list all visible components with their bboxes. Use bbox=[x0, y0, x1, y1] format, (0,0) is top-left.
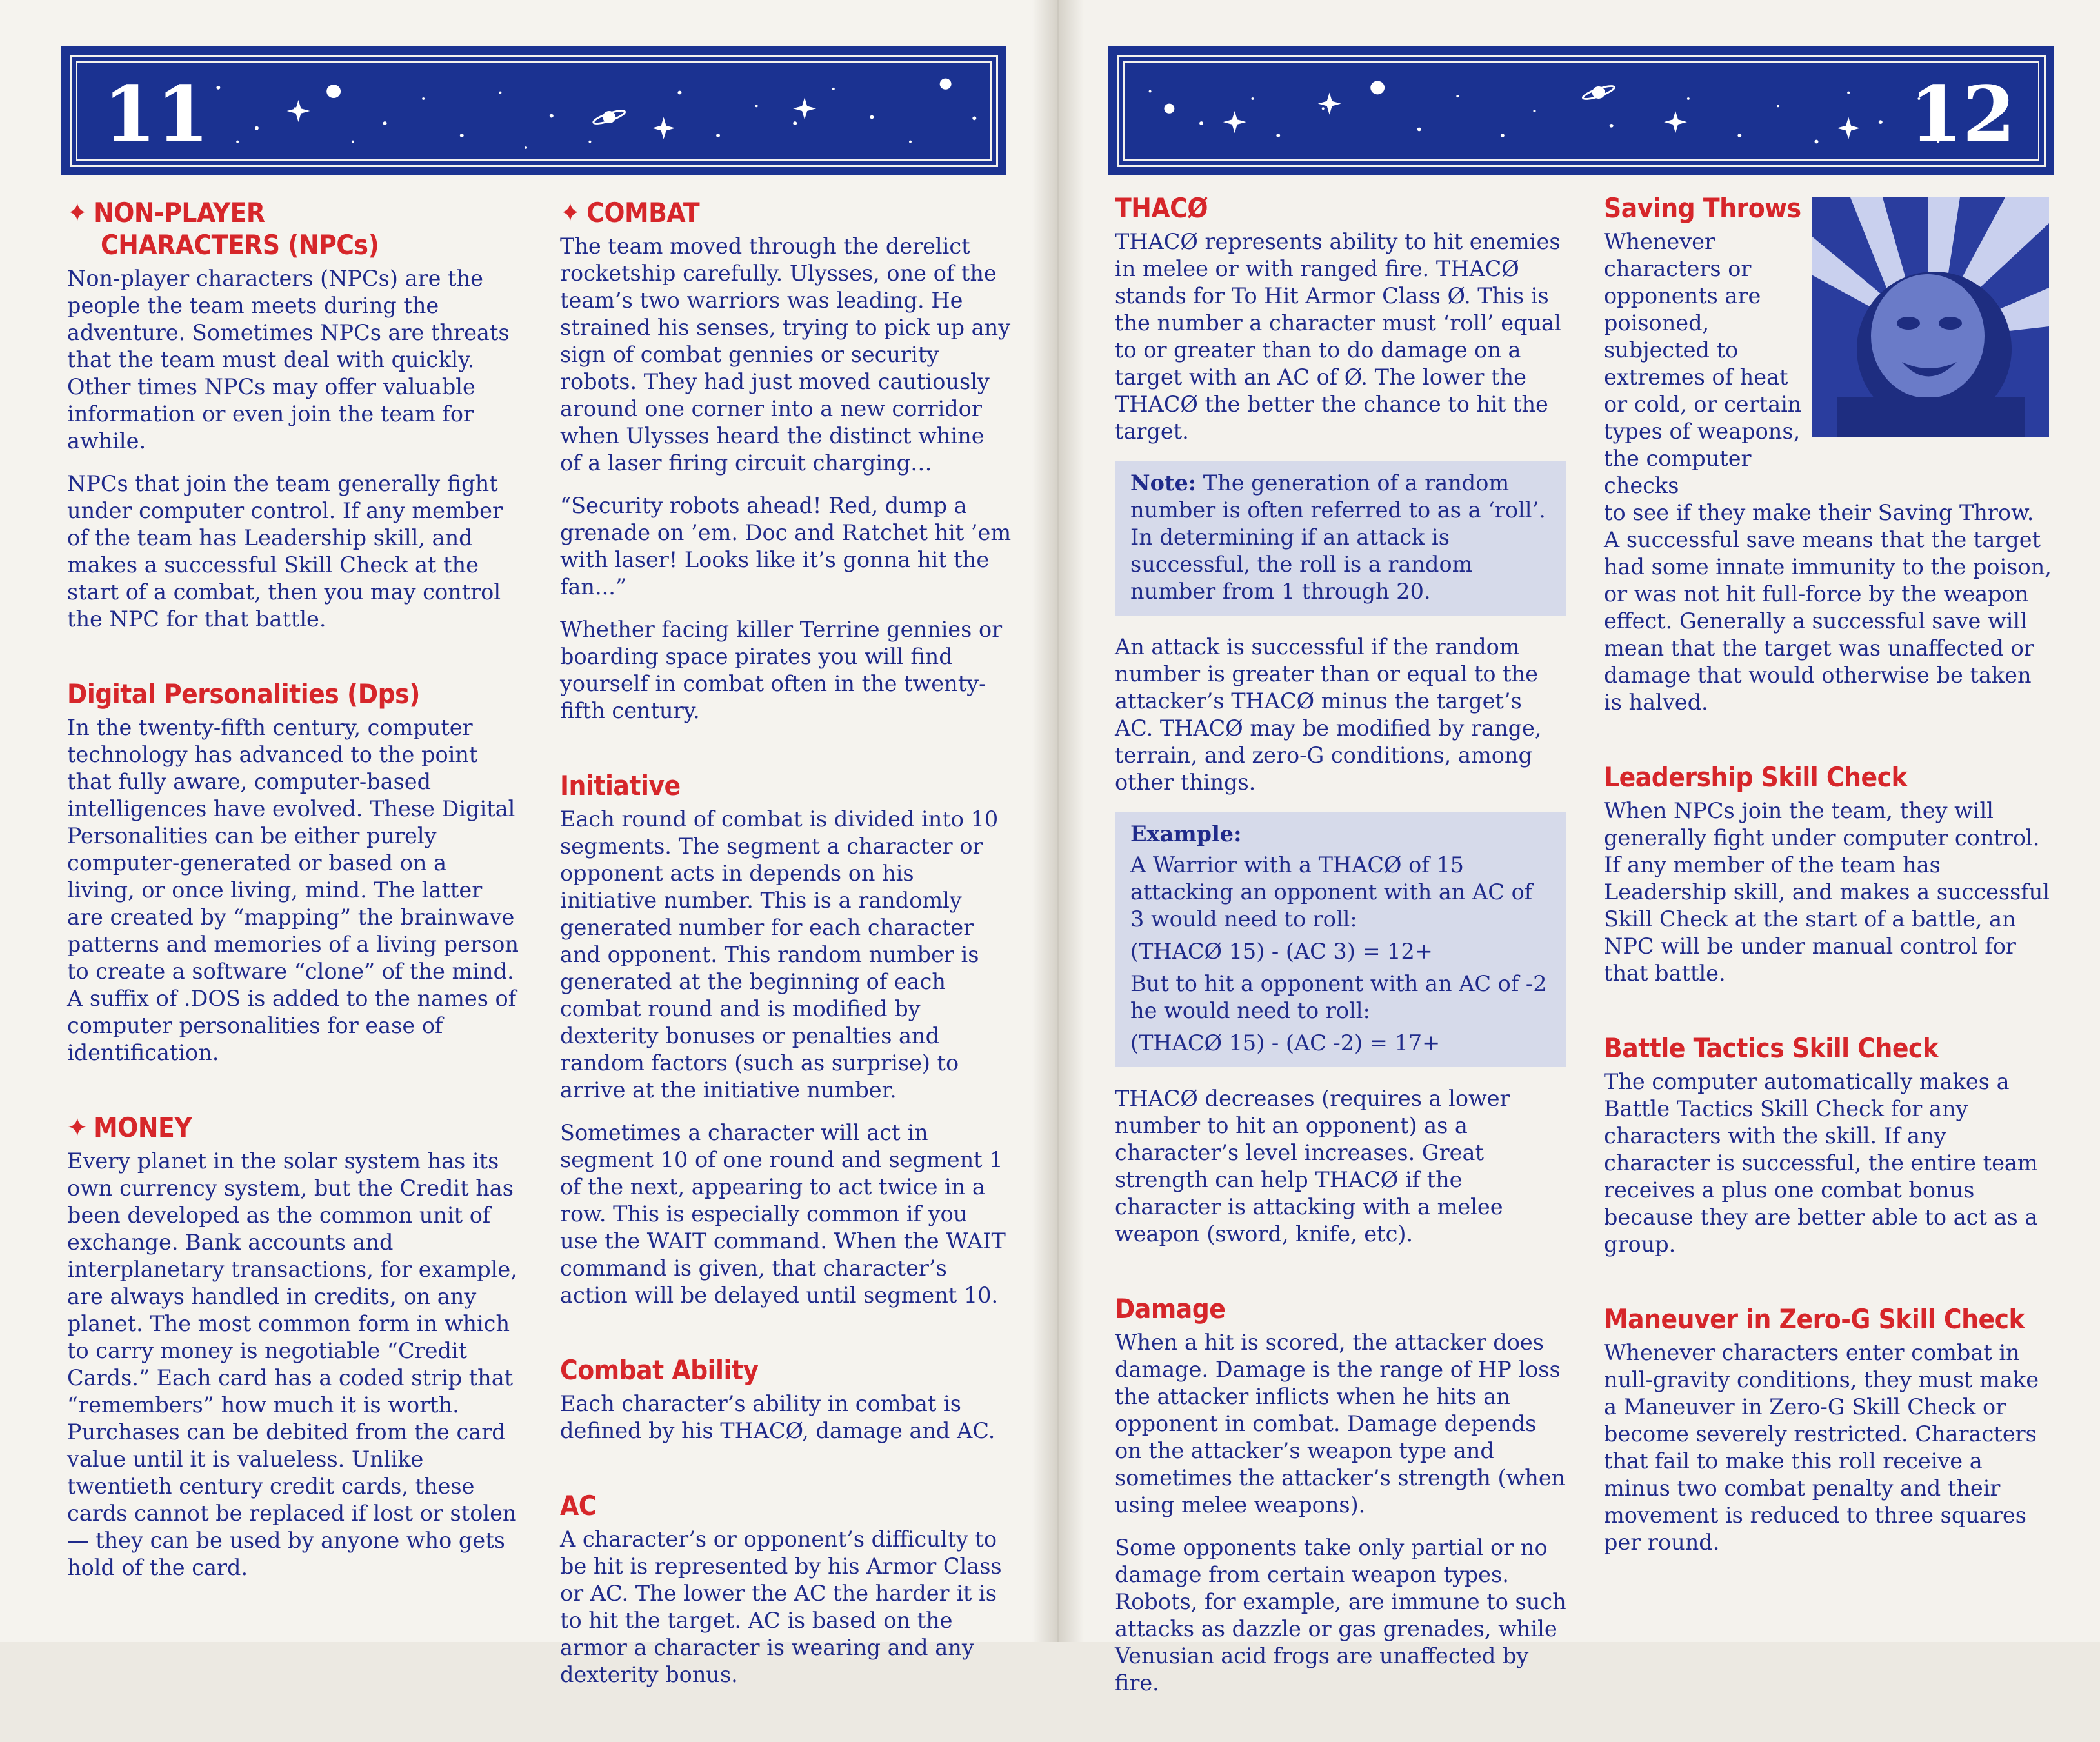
money-paragraph: Every planet in the solar system has its own currency system, but the Credit has been developed as the common unit of exchange. Bank accounts and interplanetary transactions, for example, are always handled in credits, on any planet. The most common form in which to carry money is negotiable “Credit Cards.” Each card has a coded strip that “remembers” how much it is worth. Purchases can be debited from the card value until it is valueless. Unlike twentieth century credit cards, these cards cannot be replaced if lost or stolen — they can be used by anyone who gets hold of the card. bbox=[67, 1148, 517, 1580]
planet-icon bbox=[326, 85, 341, 98]
combat-section bbox=[560, 197, 1012, 725]
saving-throws-paragraph-wrap: Whenever characters or opponents are poisoned, subjected to extremes of heat or cold, or certain types of weapons, the computer checks bbox=[1604, 229, 1802, 498]
combat-ability-heading: Combat Ability bbox=[560, 1354, 759, 1386]
npc-section bbox=[67, 197, 519, 633]
ac-paragraph: A character’s or opponent’s difficulty to be hit is represented by his Armor Class or AC. The lower the AC the harder it is to hit the target. AC is based on the armor a character is wearing and any dexterity bonus. bbox=[560, 1527, 1002, 1687]
example-line-4: (THACØ 15) - (AC -2) = 17+ bbox=[1130, 1030, 1441, 1056]
money-heading: ✦ MONEY bbox=[67, 1112, 192, 1143]
npc-paragraph-1: Non-player characters (NPCs) are the people the team meets during the adventure. Sometimes NPCs are threats that the team must deal with quickly. Other times NPCs may offer valuable information or even join the team for awhile. bbox=[67, 266, 510, 454]
saving-throws-section bbox=[1604, 192, 2055, 716]
thac0-section bbox=[1115, 192, 1566, 1248]
planet-icon bbox=[1370, 81, 1385, 94]
leadership-section bbox=[1604, 761, 2055, 987]
example-line-3: But to hit a opponent with an AC of -2 he would need to roll: bbox=[1130, 971, 1547, 1023]
zero-g-paragraph: Whenever characters enter combat in null-gravity conditions, they must make a Maneuver in Zero-G Skill Check or become severely restricted. Characters that fail to make this roll receive a minus two combat penalty and their movement is reduced to three squares per round. bbox=[1604, 1340, 2039, 1555]
ac-section bbox=[560, 1490, 1012, 1688]
note-label: Note: bbox=[1130, 470, 1197, 496]
battle-tactics-section bbox=[1604, 1032, 2055, 1258]
right-column-2 bbox=[1604, 192, 2055, 1601]
combat-paragraph-3: Whether facing killer Terrine gennies or boarding space pirates you will find yourself in combat often in the twenty-fifth century. bbox=[560, 617, 1003, 723]
book-gutter bbox=[1032, 0, 1084, 1642]
thac0-paragraph-2: An attack is successful if the random number is greater than or equal to the attacker’s THACØ minus the target’s AC. THACØ may be modified by range, terrain, and zero-G conditions, among other things. bbox=[1115, 634, 1542, 795]
initiative-paragraph-1: Each round of combat is divided into 10 segments. The segment a character or opponent acts in depends on his initiative number. This is a randomly generated number for each character and opponent. This random number is generated at the beginning of each combat round and is modified by dexterity bonuses or penalties and random factors (such as surprise) to arrive at the initiative number. bbox=[560, 806, 999, 1103]
leadership-heading: Leadership Skill Check bbox=[1604, 761, 1908, 793]
initiative-section bbox=[560, 770, 1012, 1309]
thac0-paragraph-3: THACØ decreases (requires a lower number to hit an opponent) as a character’s level increases. Great strength can help THACØ if the character is attacking with a melee weapon (sword, knife, etc). bbox=[1115, 1086, 1510, 1246]
dps-section bbox=[67, 678, 519, 1066]
damage-heading: Damage bbox=[1115, 1293, 1226, 1325]
thac0-paragraph-1: THACØ represents ability to hit enemies in melee or with ranged fire. THACØ stands for To Hit Armor Class Ø. This is the number a character must ‘roll’ equal to or greater than to do damage on a target with an AC of Ø. The lower the THACØ the better the chance to hit the target. bbox=[1115, 229, 1561, 444]
npc-paragraph-2: NPCs that join the team generally fight under computer control. If any member of the team has Leadership skill, and makes a successful Skill Check at the start of a combat, then you may control the NPC for that battle. bbox=[67, 471, 503, 632]
leadership-paragraph: When NPCs join the team, they will generally fight under computer control. If any member of the team has Leadership skill, and makes a successful Skill Check at the start of a battle, an NPC will be under manual control for that battle. bbox=[1604, 798, 2050, 986]
thac0-heading: THACØ bbox=[1115, 192, 1208, 224]
combat-heading: ✦ COMBAT bbox=[560, 197, 700, 228]
diamond-star-icon: ✦ bbox=[67, 1112, 88, 1143]
sparkle-icon bbox=[1223, 111, 1246, 133]
page-number-right: 12 bbox=[1909, 69, 2015, 159]
combat-paragraph-2: “Security robots ahead! Red, dump a grenade on ’em. Doc and Ratchet hit ’em with laser! Looks like it’s gonna hit the fan...” bbox=[560, 493, 1012, 599]
initiative-paragraph-2: Sometimes a character will act in segment 10 of one round and segment 1 of the next, appearing to act twice in a row. This is especially common if you use the WAIT command. When the WAIT command is given, that character’s action will be delayed until segment 10. bbox=[560, 1120, 1006, 1308]
combat-paragraph-1: The team moved through the derelict rocketship carefully. Ulysses, one of the team’s two warriors was leading. He strained his senses, trying to pick up any sign of combat gennies or security robots. They had just moved cautiously around one corner into a new corridor when Ulysses heard the distinct whine of a laser firing circuit charging… bbox=[560, 234, 1011, 476]
battle-tactics-heading: Battle Tactics Skill Check bbox=[1604, 1032, 1939, 1064]
saving-throws-heading: Saving Throws bbox=[1604, 192, 1801, 224]
damage-paragraph-2: Some opponents take only partial or no damage from certain weapon types. Robots, for example, are immune to such attacks as dazzle or gas grenades, while Venusian acid frogs are unaffected by fire. bbox=[1115, 1535, 1566, 1696]
initiative-heading: Initiative bbox=[560, 770, 681, 801]
note-box bbox=[1115, 461, 1566, 616]
zero-g-section bbox=[1604, 1303, 2055, 1556]
npc-heading: ✦ NON-PLAYER CHARACTERS (NPCs) bbox=[67, 197, 379, 261]
example-label: Example: bbox=[1130, 821, 1242, 846]
ac-heading: AC bbox=[560, 1490, 596, 1521]
page-header-banner-right bbox=[1108, 46, 2054, 175]
money-section bbox=[67, 1112, 519, 1581]
left-column-1 bbox=[67, 197, 519, 1627]
right-column-1 bbox=[1115, 192, 1566, 1742]
combat-ability-section bbox=[560, 1354, 1012, 1445]
damage-paragraph-1: When a hit is scored, the attacker does damage. Damage is the range of HP loss the attacker inflicts when he hits an opponent in combat. Damage depends on the attacker’s weapon type and sometimes the attacker’s strength (when using melee weapons). bbox=[1115, 1330, 1566, 1517]
left-column-2 bbox=[560, 197, 1012, 1734]
example-box bbox=[1115, 812, 1566, 1067]
combat-ability-paragraph: Each character’s ability in combat is defined by his THACØ, damage and AC. bbox=[560, 1391, 995, 1443]
page-number-left: 11 bbox=[103, 69, 210, 159]
dps-heading: Digital Personalities (Dps) bbox=[67, 678, 420, 710]
sparkle-icon bbox=[287, 100, 310, 122]
diamond-star-icon: ✦ bbox=[560, 197, 581, 228]
diamond-star-icon: ✦ bbox=[67, 197, 88, 228]
zero-g-heading: Maneuver in Zero-G Skill Check bbox=[1604, 1303, 2025, 1335]
page-header-banner-left bbox=[61, 46, 1006, 175]
note-text: The generation of a random number is often referred to as a ‘roll’. In determining if an attack is successful, the roll is a random number from 1 through 20. bbox=[1130, 470, 1546, 604]
example-line-2: (THACØ 15) - (AC 3) = 12+ bbox=[1130, 939, 1433, 964]
saving-throws-paragraph: to see if they make their Saving Throw. A successful save means that the target had some innate immunity to the poison, or was not hit full-force by the weapon effect. Generally a successful save will mean that the target was unaffected or damage that would otherwise be taken is halved. bbox=[1604, 500, 2052, 715]
battle-tactics-paragraph: The computer automatically makes a Battle Tactics Skill Check for any characters with the skill. If any character is successful, the entire team receives a plus one combat bonus because they are better able to act as a group. bbox=[1604, 1069, 2038, 1257]
example-line-1: A Warrior with a THACØ of 15 attacking an opponent with an AC of 3 would need to roll: bbox=[1130, 852, 1533, 932]
damage-section bbox=[1115, 1293, 1566, 1697]
dps-paragraph: In the twenty-fifth century, computer technology has advanced to the point that fully aware, computer-based intelligences have evolved. These Digital Personalities can be either purely computer-generated or based on a living, or once living, mind. The latter are created by “mapping” the brainwave patterns and memories of a living person to create a software “clone” of the mind. A suffix of .DOS is added to the names of computer personalities for ease of identification. bbox=[67, 715, 519, 1065]
